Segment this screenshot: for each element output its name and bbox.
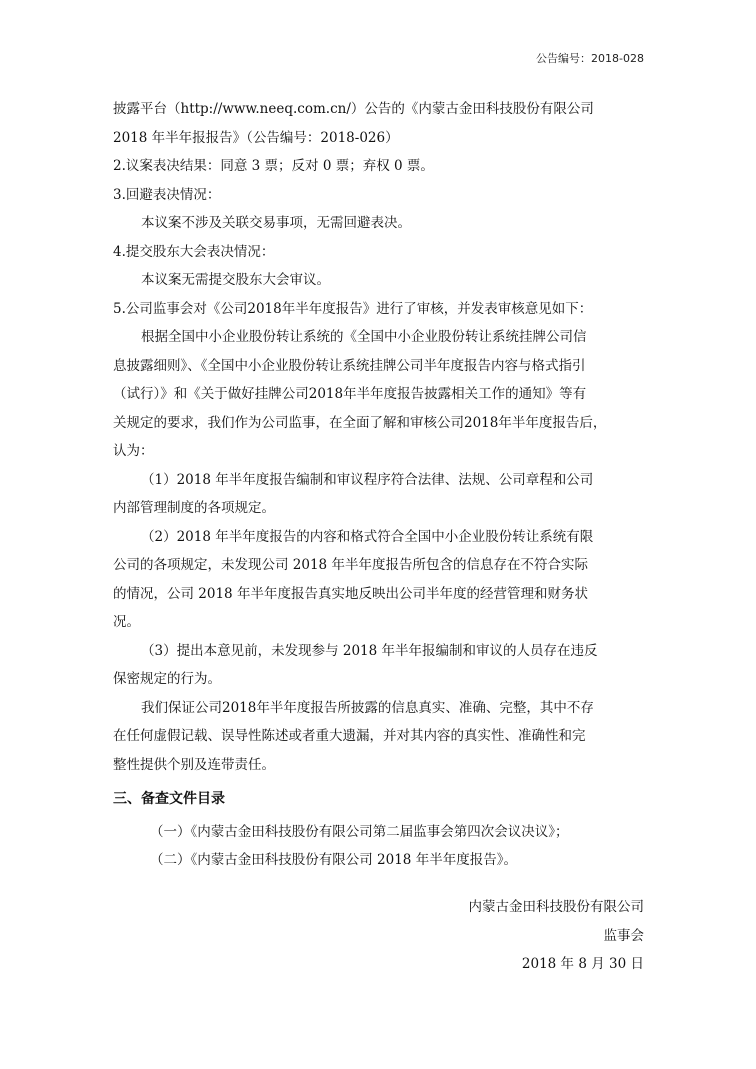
signature-board: 监事会 bbox=[603, 927, 644, 944]
signature-block bbox=[469, 893, 645, 979]
reference-document-item: （二）《内蒙古金田科技股份有限公司 2018 年半年度报告》。 bbox=[150, 852, 517, 868]
supervisory-review-title: 5.公司监事会对《公司2018年半年度报告》进行了审核，并发表审核意见如下： bbox=[113, 300, 593, 317]
guarantee-statement: 整性提供个别及连带责任。 bbox=[113, 756, 275, 773]
vote-result: 2.议案表决结果：同意 3 票；反对 0 票；弃权 0 票。 bbox=[113, 158, 434, 174]
avoid-vote-text: 本议案不涉及关联交易事项，无需回避表决。 bbox=[141, 215, 411, 231]
opinion-intro-line: 息披露细则》、《全国中小企业股份转让系统挂牌公司半年度报告内容与格式指引 bbox=[113, 357, 586, 374]
intro-line-1: 披露平台（http://www.neeq.com.cn/）公告的《内蒙古金田科技股份有限公司 bbox=[113, 101, 594, 117]
shareholder-vote-text: 本议案无需提交股东大会审议。 bbox=[141, 272, 330, 288]
section-heading: 三、备查文件目录 bbox=[113, 791, 225, 807]
opinion-point-2: 的情况，公司 2018 年半年度报告真实地反映出公司半年度的经营管理和财务状 bbox=[113, 585, 588, 602]
opinion-point-1: 内部管理制度的各项规定。 bbox=[113, 500, 275, 516]
signature-date: 2018 年 8 月 30 日 bbox=[521, 956, 644, 972]
avoid-vote-title: 3.回避表决情况： bbox=[113, 186, 221, 203]
signature-company: 内蒙古金田科技股份有限公司 bbox=[468, 899, 644, 915]
opinion-intro-line: 关规定的要求，我们作为公司监事，在全面了解和审核公司2018年半年度报告后， bbox=[113, 414, 607, 431]
opinion-point-1: （1）2018 年半年度报告编制和审议程序符合法律、法规、公司章程和公司 bbox=[141, 471, 594, 488]
opinion-point-2: 况。 bbox=[113, 614, 140, 630]
intro-line-2: 2018 年半年报报告》（公告编号：2018-026） bbox=[113, 129, 399, 146]
opinion-point-2: （2）2018 年半年度报告的内容和格式符合全国中小企业股份转让系统有限 bbox=[141, 528, 594, 545]
announcement-number: 公告编号：2018-028 bbox=[536, 52, 644, 65]
guarantee-statement: 在任何虚假记载、误导性陈述或者重大遗漏，并对其内容的真实性、准确性和完 bbox=[113, 728, 586, 744]
opinion-intro-line: （试行）》和《关于做好挂牌公司2018年半年度报告披露相关工作的通知》等有 bbox=[113, 386, 587, 402]
reference-document-item: （一）《内蒙古金田科技股份有限公司第二届监事会第四次会议决议》； bbox=[150, 823, 569, 840]
opinion-point-2: 公司的各项规定，未发现公司 2018 年半年度报告所包含的信息存在不符合实际 bbox=[113, 557, 588, 573]
opinion-intro-line: 根据全国中小企业股份转让系统的《全国中小企业股份转让系统挂牌公司信 bbox=[141, 329, 587, 345]
opinion-point-3: 保密规定的行为。 bbox=[113, 671, 221, 687]
document-body bbox=[113, 95, 645, 875]
opinion-intro-line: 认为： bbox=[113, 443, 154, 459]
opinion-point-3: （3）提出本意见前，未发现参与 2018 年半年报编制和审议的人员存在违反 bbox=[141, 642, 598, 659]
shareholder-vote-title: 4.提交股东大会表决情况： bbox=[113, 243, 275, 260]
guarantee-statement: 我们保证公司2018年半年度报告所披露的信息真实、准确、完整，其中不存 bbox=[141, 699, 594, 716]
